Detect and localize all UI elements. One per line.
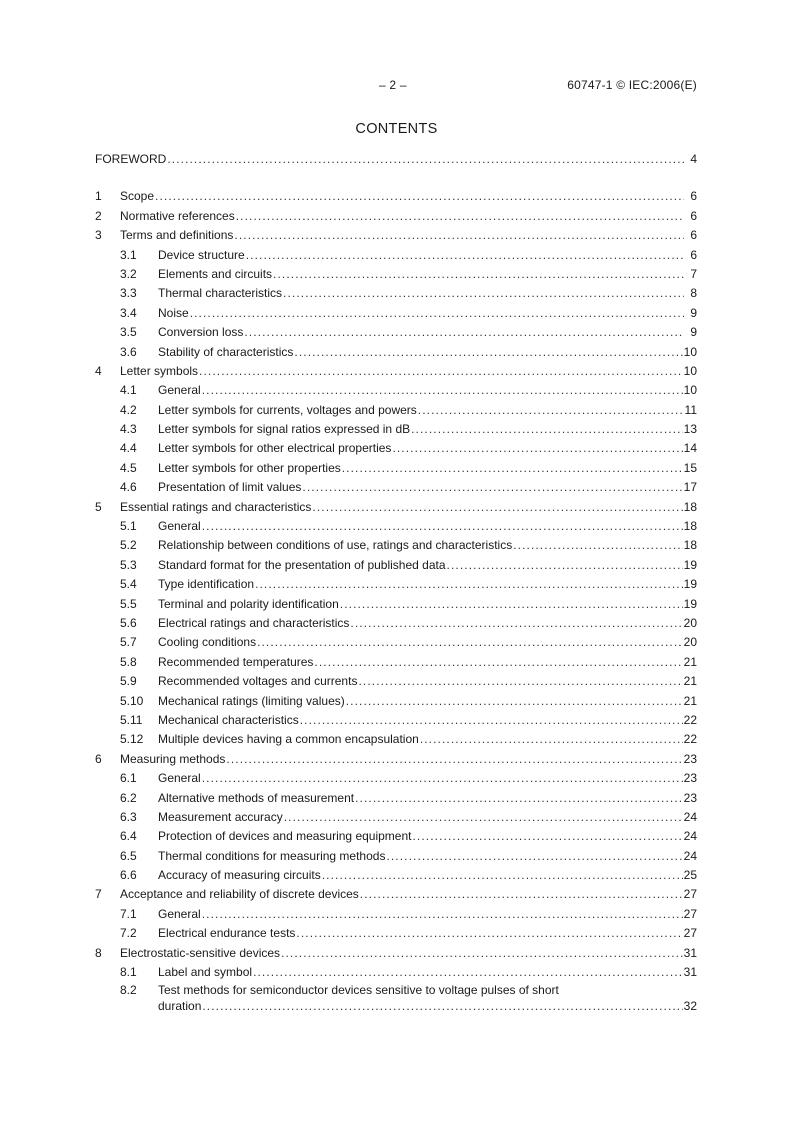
toc-entry-label: Presentation of limit values [158, 480, 302, 495]
toc-entry-subsection-5.6[interactable] [95, 614, 697, 633]
toc-entry-page: 22 [683, 712, 697, 727]
toc-entry-label: Mechanical ratings (limiting values) [158, 693, 345, 708]
toc-entry-subsection-6.3[interactable] [95, 808, 697, 827]
toc-entry-subsection-5.5[interactable] [95, 595, 697, 614]
toc-entry-number: 1 [95, 189, 102, 204]
toc-entry-page: 10 [683, 363, 697, 378]
toc-entry-subsection-8.2[interactable] [95, 982, 697, 998]
toc-entry-label: Recommended voltages and currents [158, 674, 358, 689]
toc-entry-page: 20 [683, 615, 697, 630]
toc-entry-page: 8 [690, 286, 697, 301]
toc-entry-label: Measurement accuracy [158, 809, 283, 824]
toc-entry-page: 21 [683, 674, 697, 689]
toc-entry-page: 24 [683, 848, 697, 863]
toc-entry-label: Electrical endurance tests [158, 926, 296, 941]
toc-entry-label: General [158, 519, 201, 534]
toc-entry-subsection-5.2[interactable] [95, 536, 697, 555]
toc-entry-subsection-3.2[interactable] [95, 265, 697, 284]
toc-entry-section-5[interactable] [95, 498, 697, 517]
toc-entry-subsection-5.4[interactable] [95, 575, 697, 594]
toc-entry-page: 23 [683, 790, 697, 805]
toc-entry-number: 8 [95, 945, 102, 960]
toc-entry-subsection-3.6[interactable] [95, 343, 697, 362]
toc-entry-subsection-3.4[interactable] [95, 304, 697, 323]
toc-entry-section-1[interactable] [95, 187, 697, 206]
toc-entry-label: Label and symbol [158, 965, 253, 980]
toc-entry-number: 7.1 [120, 906, 137, 921]
toc-entry-number: 7.2 [120, 926, 137, 941]
toc-entry-label: Protection of devices and measuring equipment [158, 829, 412, 844]
toc-entry-subsection-6.6[interactable] [95, 866, 697, 885]
toc-entry-label: Standard format for the presentation of published data [158, 557, 446, 572]
toc-entry-label: Measuring methods [120, 751, 226, 766]
toc-entry-label: Letter symbols for other properties [158, 460, 341, 475]
toc-entry-number: 5.6 [120, 615, 137, 630]
toc-entry-page: 27 [683, 887, 697, 902]
toc-entry-label: Letter symbols for signal ratios expressed in dB [158, 422, 411, 437]
toc-entry-page: 6 [690, 247, 697, 262]
toc-entry-number: 5.1 [120, 519, 137, 534]
contents-title: CONTENTS [355, 121, 438, 137]
toc-entry-label: Noise [158, 305, 189, 320]
toc-entry-number: 5.4 [120, 577, 137, 592]
dot-leader [360, 885, 683, 904]
toc-entry-label: Multiple devices having a common encapsulation [158, 732, 419, 747]
dot-leader [447, 556, 683, 575]
dot-leader [284, 808, 683, 827]
toc-entry-number: 5.9 [120, 674, 137, 689]
dot-leader [350, 614, 682, 633]
page-number: – 2 – [379, 78, 407, 92]
toc-entry-label: Scope [120, 189, 155, 204]
dot-leader [300, 711, 683, 730]
toc-entry-page: 17 [683, 480, 697, 495]
toc-entry-number: 3.4 [120, 305, 137, 320]
dot-leader [167, 150, 684, 169]
toc-entry-label: Conversion loss [158, 325, 244, 340]
dot-leader [346, 692, 683, 711]
toc-entry-subsection-4.4[interactable] [95, 439, 697, 458]
toc-entry-subsection-5.3[interactable] [95, 556, 697, 575]
toc-entry-label: General [158, 383, 201, 398]
toc-entry-number: 8.1 [120, 965, 137, 980]
dot-leader [281, 944, 683, 963]
toc-entry-label: Terminal and polarity identification [158, 596, 339, 611]
toc-entry-page: 19 [683, 596, 697, 611]
table-of-contents [95, 150, 697, 1014]
toc-entry-number: 6.1 [120, 771, 137, 786]
toc-entry-number: 3.6 [120, 344, 137, 359]
dot-leader [342, 459, 683, 478]
toc-entry-subsection-4.1[interactable] [95, 381, 697, 400]
toc-entry-subsection-6.4[interactable] [95, 827, 697, 846]
toc-entry-page: 9 [690, 325, 697, 340]
dot-leader [296, 924, 682, 943]
toc-entry-number: 3.1 [120, 247, 137, 262]
toc-entry-page: 14 [683, 441, 697, 456]
toc-entry-label: Elements and circuits [158, 266, 273, 281]
toc-entry-label: Essential ratings and characteristics [120, 499, 312, 514]
toc-entry-number: 4.1 [120, 383, 137, 398]
dot-leader [418, 401, 684, 420]
toc-entry-page: 6 [690, 208, 697, 223]
dot-leader [314, 653, 682, 672]
toc-entry-subsection-6.5[interactable] [95, 847, 697, 866]
dot-leader [202, 381, 683, 400]
toc-entry-number: 3 [95, 228, 102, 243]
toc-entry-page: 27 [683, 926, 697, 941]
dot-leader [412, 827, 682, 846]
dot-leader [226, 750, 682, 769]
dot-leader [273, 265, 684, 284]
dot-leader [411, 420, 683, 439]
toc-entry-label: Letter symbols for other electrical properties [158, 441, 392, 456]
toc-entry-number: 6.3 [120, 809, 137, 824]
toc-entry-page: 21 [683, 654, 697, 669]
toc-entry-subsection-3.3[interactable] [95, 284, 697, 303]
toc-entry-label: Cooling conditions [158, 635, 257, 650]
toc-entry-label: General [158, 906, 201, 921]
toc-entry-number: 4.3 [120, 422, 137, 437]
toc-entry-subsection-continuation[interactable] [95, 998, 697, 1014]
toc-entry-subsection-5.11[interactable] [95, 711, 697, 730]
dot-leader [355, 789, 683, 808]
toc-entry-page: 6 [690, 228, 697, 243]
toc-entry-subsection-5.1[interactable] [95, 517, 697, 536]
document-reference: 60747-1 © IEC:2006(E) [567, 78, 697, 92]
toc-entry-page: 18 [683, 499, 697, 514]
dot-leader [199, 362, 683, 381]
toc-entry-page: 19 [683, 577, 697, 592]
toc-entry-label: Thermal characteristics [158, 286, 283, 301]
toc-entry-page: 9 [690, 305, 697, 320]
dot-leader [513, 536, 682, 555]
toc-entry-page: 11 [684, 402, 697, 417]
toc-entry-number: 5.8 [120, 654, 137, 669]
toc-entry-page: 20 [683, 635, 697, 650]
toc-entry-subsection-3.1[interactable] [95, 246, 697, 265]
toc-entry-subsection-4.2[interactable] [95, 401, 697, 420]
toc-entry-page: 10 [683, 383, 697, 398]
toc-entry-page: 22 [683, 732, 697, 747]
toc-entry-number: 6.2 [120, 790, 137, 805]
dot-leader [392, 439, 682, 458]
dot-leader [202, 517, 683, 536]
toc-entry-label: Letter symbols for currents, voltages and powers [158, 402, 417, 417]
toc-entry-subsection-5.12[interactable] [95, 730, 697, 749]
toc-entry-label-continuation: duration [158, 999, 202, 1014]
dot-leader [257, 633, 683, 652]
toc-entry-label: Relationship between conditions of use, ratings and characteristics [158, 538, 513, 553]
toc-entry-page: 15 [683, 460, 697, 475]
toc-entry-label: Electrostatic-sensitive devices [120, 945, 281, 960]
toc-entry-subsection-3.5[interactable] [95, 323, 697, 342]
toc-entry-section-7[interactable] [95, 885, 697, 904]
dot-leader [202, 769, 683, 788]
toc-entry-number: 3.5 [120, 325, 137, 340]
dot-leader [386, 847, 682, 866]
toc-entry-section-2[interactable] [95, 207, 697, 226]
toc-entry-number: 6.4 [120, 829, 137, 844]
dot-leader [234, 226, 684, 245]
toc-entry-number: 5.3 [120, 557, 137, 572]
toc-entry-section-6[interactable] [95, 750, 697, 769]
dot-leader [322, 866, 683, 885]
toc-entry-number: 5.12 [120, 732, 144, 747]
toc-entry-page: 18 [683, 538, 697, 553]
toc-entry-page: 25 [683, 868, 697, 883]
toc-entry-section-4[interactable] [95, 362, 697, 381]
toc-entry-number: 6.6 [120, 868, 137, 883]
dot-leader [294, 343, 682, 362]
toc-entry-subsection-5.7[interactable] [95, 633, 697, 652]
toc-entry-subsection-5.10[interactable] [95, 692, 697, 711]
toc-entry-label: Mechanical characteristics [158, 712, 299, 727]
toc-entry-number: 5.10 [120, 693, 144, 708]
toc-entry-label: Alternative methods of measurement [158, 790, 355, 805]
toc-entry-label: Terms and definitions [120, 228, 234, 243]
toc-entry-page: 10 [683, 344, 697, 359]
toc-entry-subsection-5.9[interactable] [95, 672, 697, 691]
toc-entry-label: Stability of characteristics [158, 344, 294, 359]
toc-entry-subsection-6.2[interactable] [95, 789, 697, 808]
toc-entry-number: 5.11 [120, 712, 143, 727]
toc-entry-label: Recommended temperatures [158, 654, 314, 669]
dot-leader [358, 672, 682, 691]
toc-entry-subsection-4.6[interactable] [95, 478, 697, 497]
toc-entry-page: 21 [683, 693, 697, 708]
toc-entry-page: 19 [683, 557, 697, 572]
toc-entry-label: Accuracy of measuring circuits [158, 868, 321, 883]
toc-entry-label: General [158, 771, 201, 786]
toc-entry-number: 4.4 [120, 441, 137, 456]
toc-entry-subsection-7.1[interactable] [95, 905, 697, 924]
toc-entry-number: 5.2 [120, 538, 137, 553]
toc-entry-number: 4 [95, 363, 102, 378]
dot-leader [420, 730, 683, 749]
toc-entry-label: Device structure [158, 247, 245, 262]
dot-leader [253, 963, 683, 982]
toc-entry-page: 6 [690, 189, 697, 204]
toc-entry-foreword[interactable] [95, 150, 697, 169]
toc-entry-page: 32 [683, 999, 697, 1014]
toc-entry-subsection-4.3[interactable] [95, 420, 697, 439]
toc-entry-label: Thermal conditions for measuring methods [158, 848, 386, 863]
toc-entry-page: 18 [683, 519, 697, 534]
toc-entry-label: Type identification [158, 577, 255, 592]
toc-entry-subsection-4.5[interactable] [95, 459, 697, 478]
dot-leader [283, 284, 684, 303]
toc-entry-page: 27 [683, 906, 697, 921]
dot-leader [202, 998, 682, 1014]
toc-entry-number: 3.3 [120, 286, 137, 301]
dot-leader [302, 478, 682, 497]
toc-entry-subsection-6.1[interactable] [95, 769, 697, 788]
toc-entry-page: 31 [683, 965, 697, 980]
toc-entry-page: 23 [683, 751, 697, 766]
dot-leader [312, 498, 682, 517]
toc-entry-page: 4 [690, 152, 697, 166]
toc-entry-label: Test methods for semiconductor devices sensitive to voltage pulses of short [158, 983, 559, 998]
dot-leader [236, 207, 684, 226]
toc-entry-number: 3.2 [120, 266, 137, 281]
toc-entry-subsection-7.2[interactable] [95, 924, 697, 943]
toc-entry-subsection-8.1[interactable] [95, 963, 697, 982]
toc-entry-number: 5 [95, 499, 102, 514]
toc-entry-label: Normative references [120, 208, 235, 223]
toc-entry-subsection-5.8[interactable] [95, 653, 697, 672]
toc-entry-section-8[interactable] [95, 944, 697, 963]
toc-entry-number: 2 [95, 208, 102, 223]
dot-leader [246, 246, 684, 265]
toc-entry-label: Electrical ratings and characteristics [158, 615, 350, 630]
toc-entry-number: 4.2 [120, 402, 137, 417]
toc-entry-section-3[interactable] [95, 226, 697, 245]
dot-leader [340, 595, 683, 614]
toc-entry-label: FOREWORD [95, 152, 167, 166]
toc-entry-number: 8.2 [120, 983, 137, 998]
toc-entry-number: 6.5 [120, 848, 137, 863]
toc-entry-number: 7 [95, 887, 102, 902]
toc-entry-page: 23 [683, 771, 697, 786]
dot-leader [190, 304, 684, 323]
toc-entry-number: 4.5 [120, 460, 137, 475]
toc-entry-number: 4.6 [120, 480, 137, 495]
dot-leader [255, 575, 683, 594]
toc-entry-page: 24 [683, 829, 697, 844]
dot-leader [202, 905, 683, 924]
toc-entry-number: 6 [95, 751, 102, 766]
toc-entry-page: 13 [683, 422, 697, 437]
dot-leader [155, 187, 684, 206]
toc-entry-page: 7 [690, 266, 697, 281]
toc-entry-label: Acceptance and reliability of discrete devices [120, 887, 359, 902]
toc-entry-number: 5.5 [120, 596, 137, 611]
toc-entry-number: 5.7 [120, 635, 137, 650]
toc-entry-page: 24 [683, 809, 697, 824]
toc-entry-page: 31 [683, 945, 697, 960]
toc-entry-label: Letter symbols [120, 363, 199, 378]
dot-leader [244, 323, 684, 342]
